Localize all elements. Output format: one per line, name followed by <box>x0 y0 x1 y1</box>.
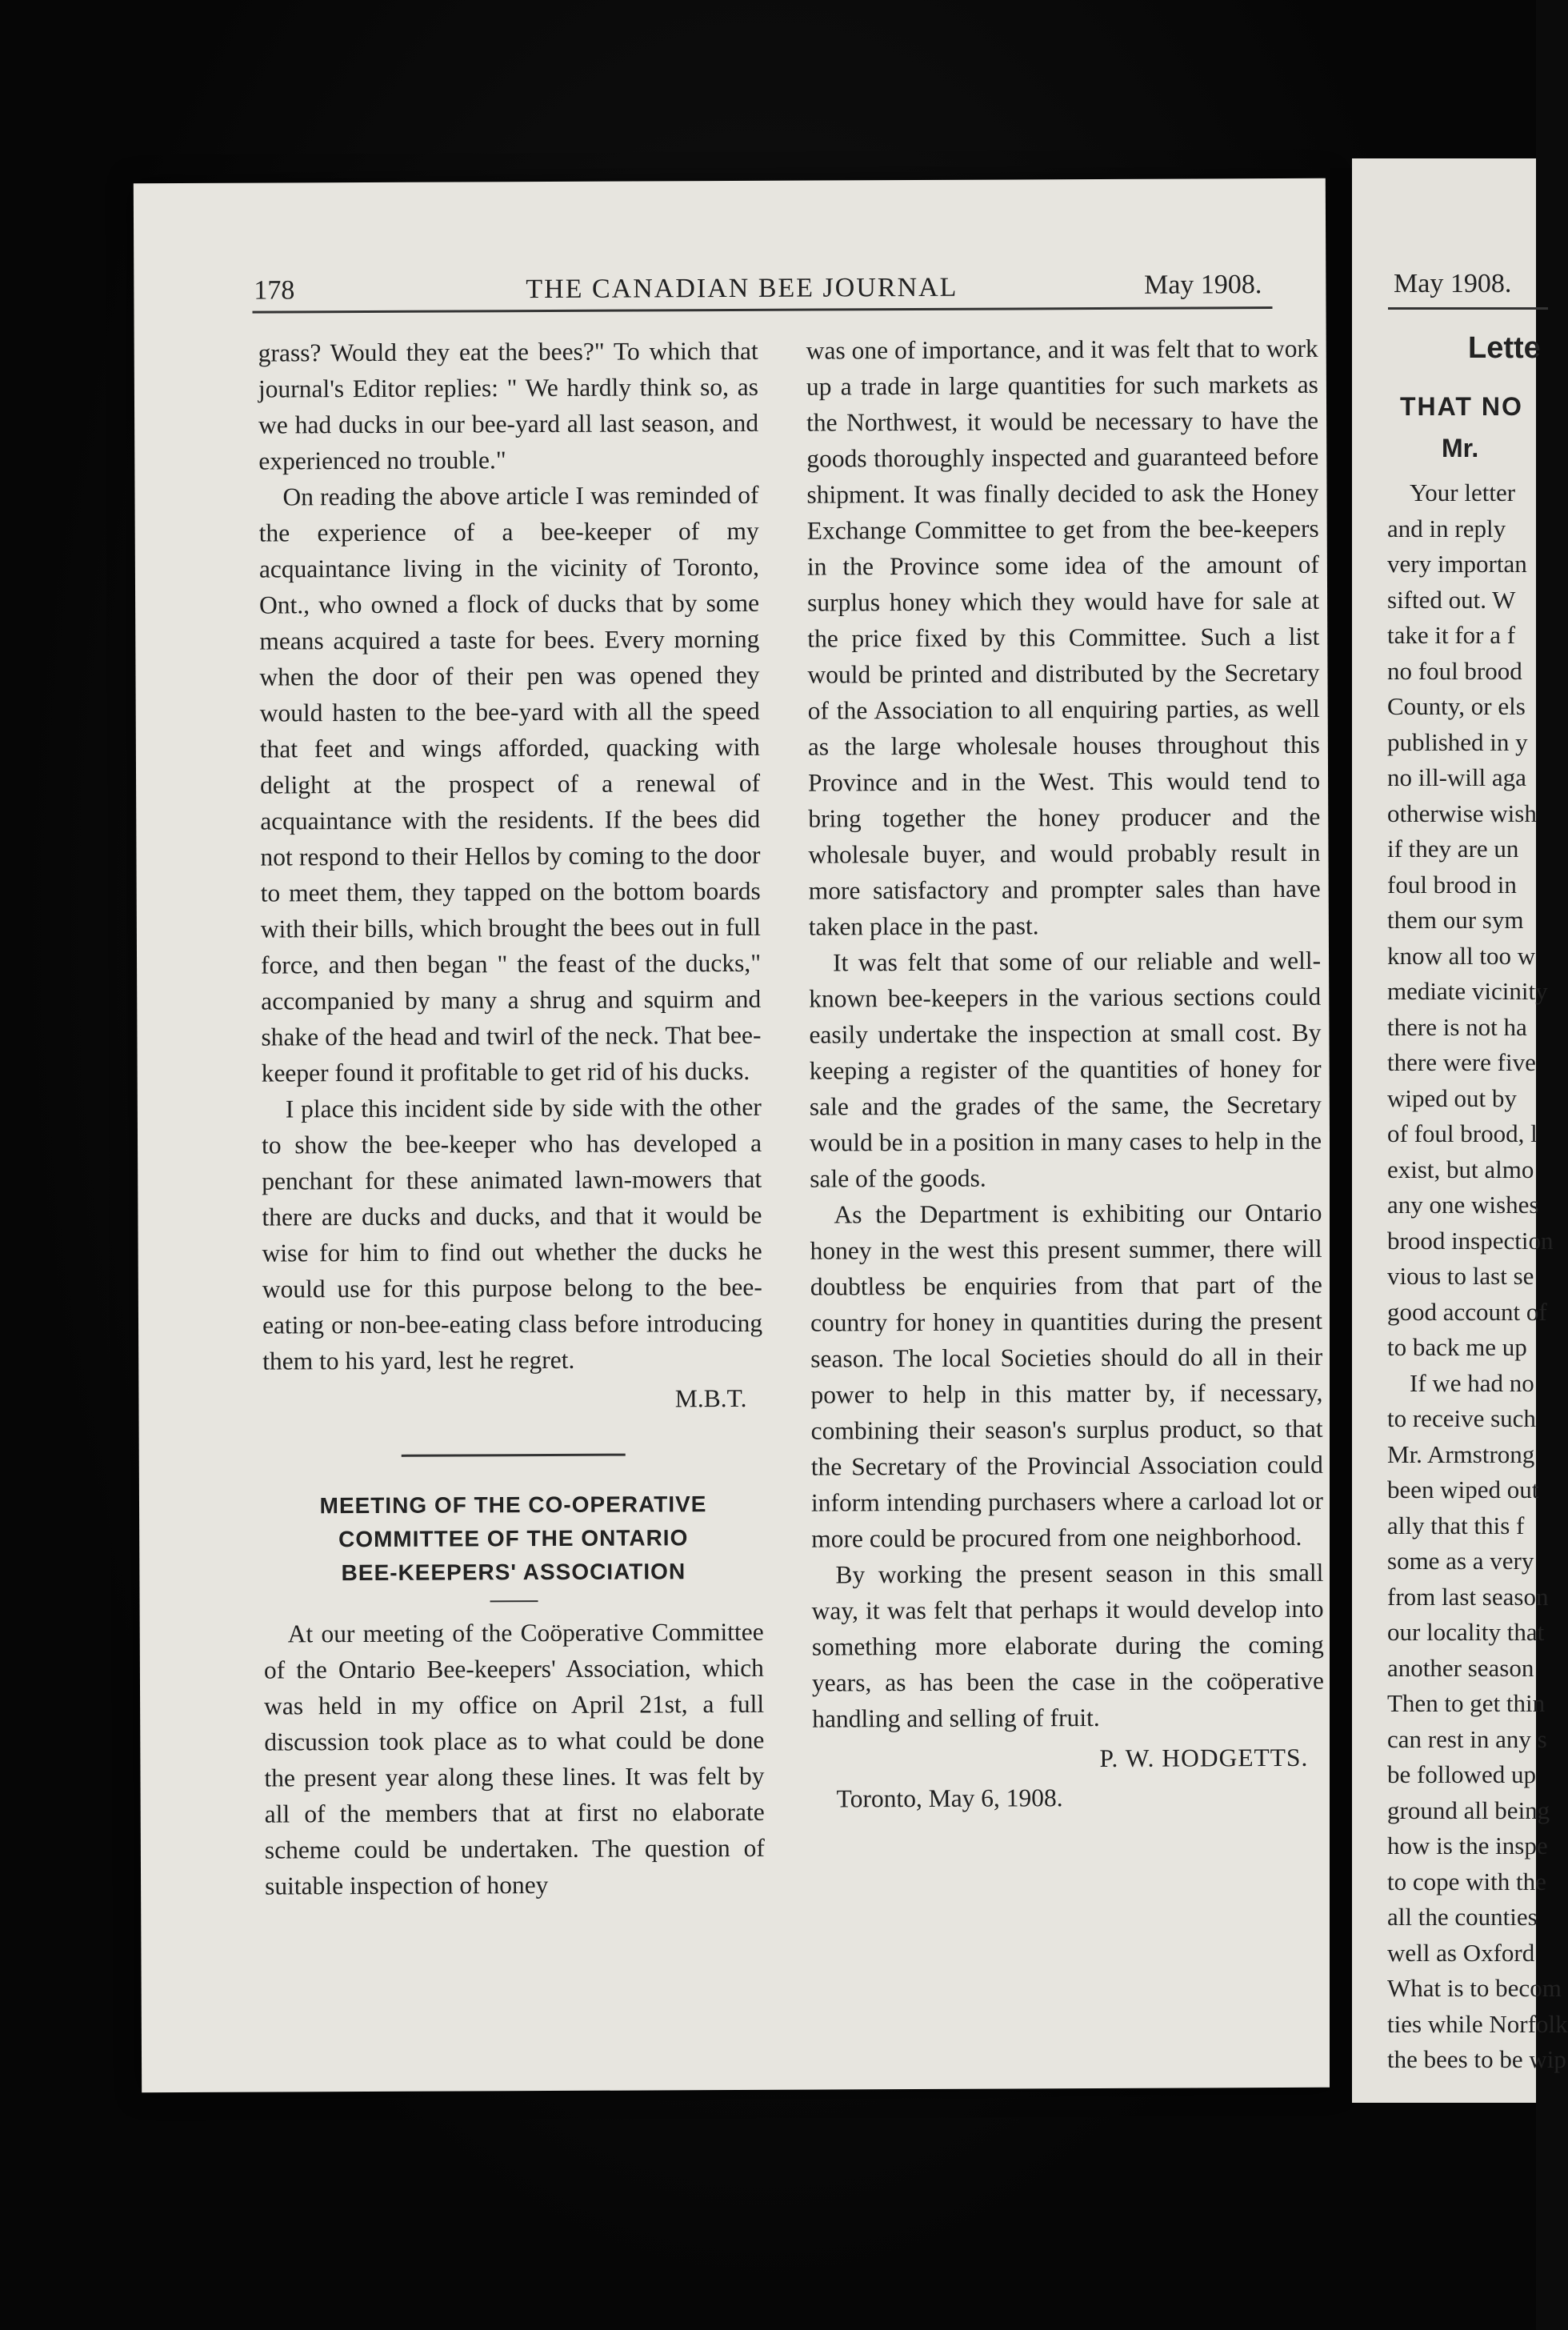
author-signature: P. W. HODGETTS. <box>1099 1743 1309 1773</box>
section-divider <box>401 1454 625 1457</box>
text-line: sifted out. W <box>1387 585 1516 614</box>
text-line: of foul brood, l <box>1387 1119 1538 1147</box>
paragraph: It was felt that some of our reliable and well-known bee-keepers in the various sections could easily undertake the inspection at small cost. By keeping a register of the quantities of honey for sale and the grades of the same, the Secretary would be in a position in many cases to help in the sale of the goods. <box>809 946 1322 1193</box>
text-line: our locality that <box>1387 1618 1545 1646</box>
journal-page-right-partial <box>1352 158 1568 2103</box>
issue-date: May 1908. <box>1143 270 1262 300</box>
text-line: take it for a f <box>1387 621 1516 649</box>
text-line: no foul brood <box>1387 656 1522 685</box>
text-line: Mr. Armstrong <box>1387 1439 1535 1468</box>
text-line: exist, but almo <box>1387 1155 1534 1183</box>
right-header-rule <box>1388 307 1548 310</box>
heading-line: MEETING OF THE CO-OPERATIVE <box>319 1491 707 1519</box>
text-line: been wiped out <box>1387 1475 1539 1503</box>
paragraph: On reading the above article I was reminded of the experience of a bee-keeper of my acquaintance living in the vicinity of Toronto, Ont., who owned a flock of ducks that by some means acquired a taste for bees. Every morning when the door of their pen was opened they would hasten to the bee-yard with all the speed that feet and wings afforded, quacking with delight at the prospect of a renewal of acquaintance with the residents. If the bees did not respond to their Hellos by coming to the door to meet them, they tapped on the bottom boards with their bills, which brought the bees out in full force, and then began " the feast of the ducks," accompanied by many a shrug and squirm and shake of the head and twirl of the neck. That bee-keeper found it profitable to get rid of his ducks. <box>258 480 762 1087</box>
text-line: otherwise wish <box>1387 799 1537 827</box>
right-article-heading: THAT NO <box>1400 392 1523 421</box>
paragraph: By working the present season in this small way, it was felt that perhaps it would develop into something more elaborate during the coming years, as has been the case in the coöperative handling and selling of fruit. <box>811 1558 1325 1733</box>
paragraph: was one of importance, and it was felt that to work up a trade in large quantities for such markets as the Northwest, it would be necessary to have the goods thoroughly inspected and guaranteed before shipment. It was finally decided to ask the Honey Exchange Committee to get from the bee-keepers in the Province some idea of the amount of surplus honey which they would have for sale at the price fixed by this Committee. Such a list would be printed and distributed by the Secretary of the Association to all enquiring parties, as well as the large wholesale houses throughout this Province and in the West. This would tend to bring together the honey producer and the wholesale buyer, and would probably result in more satisfactory and prompter sales than have taken place in the past. <box>806 334 1321 941</box>
text-line: wiped out by <box>1387 1083 1517 1112</box>
text-line: vious to last se <box>1387 1262 1534 1290</box>
right-section-heading: Lette <box>1468 331 1541 365</box>
text-line: know all too w <box>1387 941 1536 970</box>
text-line: to receive such <box>1387 1404 1536 1432</box>
journal-title: THE CANADIAN BEE JOURNAL <box>526 272 958 305</box>
text-line: from last season <box>1387 1582 1549 1611</box>
text-line: brood inspection <box>1387 1226 1554 1255</box>
text-line: the bees to be wip <box>1387 2045 1566 2073</box>
text-line: published in y <box>1387 727 1528 756</box>
text-line: some as a very <box>1387 1547 1534 1575</box>
paragraph: I place this incident side by side with the other to show the bee-keeper who has developed a penchant for these animated lawn-mowers that there are ducks and ducks, and that it would be wise for him to find out whether the ducks he would use for this purpose belong to the bee-eating or non-bee-eating class before introducing them to his yard, lest he regret. <box>261 1092 763 1375</box>
text-line: very importan <box>1387 550 1527 578</box>
page-header <box>254 266 1302 308</box>
text-line: ground all being <box>1387 1796 1550 1824</box>
text-line: foul brood in <box>1387 870 1517 899</box>
text-line: if they are un <box>1387 835 1519 863</box>
text-line: to cope with the <box>1387 1867 1546 1896</box>
author-initials: M.B.T. <box>674 1383 747 1413</box>
text-line: all the counties <box>1387 1903 1538 1931</box>
paragraph: grass? Would they eat the bees?" To which that journal's Editor replies: " We hardly think so, as we had ducks in our bee-yard all last season, and experienced no trouble." <box>258 336 759 475</box>
text-line: them our sym <box>1387 906 1524 934</box>
text-line: there were five <box>1387 1048 1536 1076</box>
text-line: there is not ha <box>1387 1012 1527 1041</box>
paragraph: As the Department is exhibiting our Ontario honey in the west this present summer, there will doubtless be enquiries from that part of the country for honey in quantities during the present season. The local Societies should do all in their power to help in this matter by, if necessary, combining their season's surplus product, so that the Secretary of the Provincial Association could inform intending purchasers where a carload lot or more could be procured from one neighborhood. <box>810 1198 1324 1553</box>
right-page-date: May 1908. <box>1394 269 1512 298</box>
text-line: ties while Norfolk <box>1387 2009 1568 2038</box>
header-rule <box>252 306 1272 314</box>
right-salutation: Mr. <box>1442 434 1479 462</box>
text-line: another season <box>1387 1653 1534 1682</box>
place-date: Toronto, May 6, 1908. <box>836 1784 1063 1813</box>
text-line: and in reply <box>1387 514 1506 542</box>
right-page-text <box>1387 475 1568 2078</box>
text-line: to back me up <box>1387 1333 1527 1361</box>
heading-divider <box>490 1600 538 1602</box>
heading-line: COMMITTEE OF THE ONTARIO <box>338 1525 689 1552</box>
text-line: Then to get thin <box>1387 1689 1546 1717</box>
text-line: good account of <box>1387 1297 1547 1326</box>
article-heading <box>263 1487 764 1591</box>
text-line: ally that this f <box>1387 1511 1525 1539</box>
text-line: how is the inspe <box>1387 1832 1548 1860</box>
journal-page-178 <box>134 178 1334 2092</box>
text-line: What is to becom <box>1387 1974 1562 2002</box>
book-gutter <box>1330 168 1352 2104</box>
text-line: be followed up <box>1387 1760 1536 1788</box>
text-line: Your letter <box>1410 478 1516 506</box>
text-line: can rest in any s <box>1387 1724 1547 1753</box>
heading-line: BEE-KEEPERS' ASSOCIATION <box>341 1559 686 1586</box>
paragraph: At our meeting of the Coöperative Committee of the Ontario Bee-keepers' Association, which was held in my office on April 21st, a full discussion took place as to what could be done the present year along these lines. It was felt by all of the members that at first no elaborate scheme could be undertaken. The question of suitable inspection of honey <box>263 1617 765 1900</box>
middle-column <box>806 330 1325 1817</box>
text-line: mediate vicinity <box>1387 977 1548 1005</box>
text-line: County, or els <box>1387 692 1526 720</box>
text-line: any one wishes <box>1387 1191 1539 1219</box>
text-line: no ill-will aga <box>1387 763 1526 791</box>
page-number: 178 <box>254 275 295 306</box>
text-line: If we had no <box>1410 1368 1534 1397</box>
left-column <box>258 333 766 1904</box>
text-line: well as Oxford <box>1387 1938 1535 1967</box>
